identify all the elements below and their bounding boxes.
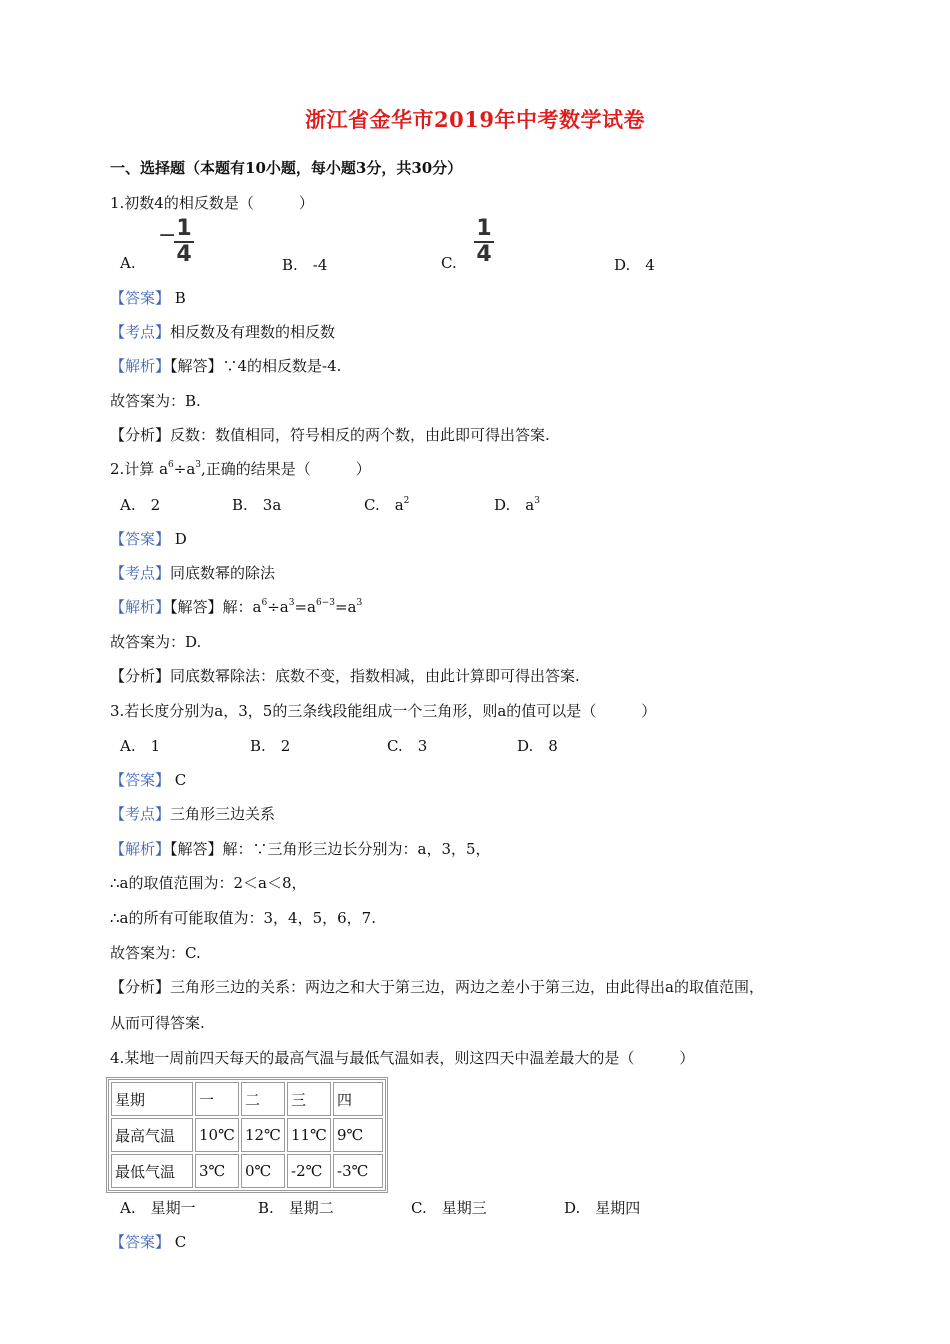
- point-text: 同底数幂的除法: [170, 564, 276, 582]
- answer-tag: 【答案】: [110, 289, 171, 307]
- point-tag: 【考点】: [110, 805, 171, 823]
- table-header-cell: 二: [241, 1082, 285, 1116]
- q1-option-a-fraction: [174, 218, 194, 266]
- table-cell: 9℃: [333, 1118, 383, 1152]
- answer-tag: 【答案】: [110, 530, 171, 548]
- q2-summary: 【分析】同底数幂除法：底数不变，指数相减，由此计算即可得出答案.: [110, 667, 580, 685]
- analysis-text: 【解答】∵4的相反数是-4.: [170, 357, 342, 375]
- analysis-text: 【解答】解：∵三角形三边长分别为：a，3，5，: [170, 840, 491, 858]
- q2-option-c: [364, 494, 409, 515]
- q3-option-d: D. 8: [517, 737, 558, 755]
- q1-conclusion: 故答案为：B.: [110, 392, 201, 410]
- analysis-text: ÷a: [267, 598, 289, 616]
- q3-stem: 3.若长度分别为a，3，5的三条线段能组成一个三角形，则a的值可以是（ ）: [110, 702, 657, 720]
- q4-stem: 4.某地一周前四天每天的最高气温与最低气温如表，则这四天中温差最大的是（ ）: [110, 1049, 695, 1067]
- fraction-numerator: 1: [476, 216, 492, 241]
- table-header-row: [111, 1082, 383, 1116]
- q3-summary-2: 从而可得答案.: [110, 1014, 205, 1032]
- analysis-text: =a: [294, 598, 316, 616]
- exponent: 6−3: [315, 598, 335, 608]
- option-text: D. a: [494, 496, 535, 514]
- q4-option-b: B. 星期二: [258, 1199, 334, 1217]
- q1-summary: 【分析】反数：数值相同，符号相反的两个数，由此即可得出答案.: [110, 426, 550, 444]
- analysis-tag: 【解析】: [110, 357, 171, 375]
- q4-option-c: C. 星期三: [411, 1199, 487, 1217]
- answer-value: C: [170, 771, 187, 789]
- analysis-text: =a: [334, 598, 357, 616]
- table-header-cell: 三: [287, 1082, 331, 1116]
- table-cell: 最低气温: [111, 1154, 193, 1188]
- q3-conclusion: 故答案为：C.: [110, 944, 201, 962]
- answer-value: B: [170, 289, 186, 307]
- q3-option-b: B. 2: [250, 737, 291, 755]
- q1-option-b: B. -4: [282, 256, 328, 274]
- answer-tag: 【答案】: [110, 771, 171, 789]
- q3-option-a: A. 1: [120, 737, 161, 755]
- table-cell: 10℃: [195, 1118, 239, 1152]
- q2-option-b: B. 3a: [232, 496, 282, 514]
- exponent: 3: [288, 598, 295, 608]
- temperature-table: [106, 1077, 388, 1193]
- q2-answer: [110, 528, 187, 549]
- analysis-text: 【解答】解：a: [170, 598, 262, 616]
- q4-option-d: D. 星期四: [564, 1199, 641, 1217]
- q1-stem: 1.初数4的相反数是（ ）: [110, 194, 314, 212]
- answer-value: C: [170, 1233, 187, 1251]
- q1-answer: [110, 287, 186, 308]
- answer-tag: 【答案】: [110, 1233, 171, 1251]
- answer-value: D: [170, 530, 187, 548]
- q1-option-c-fraction: [474, 218, 494, 266]
- q3-point: [110, 803, 275, 824]
- q3-step-2: ∴a的所有可能取值为：3，4，5，6，7.: [110, 909, 376, 927]
- table-row: [111, 1154, 383, 1188]
- q2-conclusion: 故答案为：D.: [110, 633, 202, 651]
- analysis-tag: 【解析】: [110, 598, 171, 616]
- exponent: 6: [168, 460, 174, 470]
- point-text: 三角形三边关系: [170, 805, 276, 823]
- point-tag: 【考点】: [110, 323, 171, 341]
- q2-stem: [110, 458, 371, 479]
- stem-text: ,正确的结果是（ ）: [201, 460, 371, 478]
- q2-option-d: [494, 494, 540, 515]
- page-title: 浙江省金华市2019年中考数学试卷: [305, 107, 645, 132]
- q4-answer: [110, 1231, 186, 1252]
- table-cell: 11℃: [287, 1118, 331, 1152]
- q1-option-c-label: C.: [441, 254, 457, 272]
- exponent: 2: [403, 496, 410, 506]
- fraction-denominator: 4: [176, 242, 192, 267]
- option-text: C. a: [364, 496, 404, 514]
- exponent: 3: [195, 460, 202, 470]
- fraction-denominator: 4: [476, 242, 492, 267]
- exponent: 6: [261, 598, 268, 608]
- q1-analysis: [110, 355, 341, 376]
- exponent: 3: [356, 598, 363, 608]
- analysis-tag: 【解析】: [110, 840, 171, 858]
- q1-point: [110, 321, 335, 342]
- q4-option-a: A. 星期一: [120, 1199, 196, 1217]
- q1-option-d: D. 4: [614, 256, 655, 274]
- fraction-numerator: 1: [176, 216, 192, 241]
- point-tag: 【考点】: [110, 564, 171, 582]
- q3-summary-1: 【分析】三角形三边的关系：两边之和大于第三边，两边之差小于第三边，由此得出a的取值范围，: [110, 978, 764, 996]
- stem-text: ÷a: [173, 460, 196, 478]
- table-cell: 最高气温: [111, 1118, 193, 1152]
- table-header-cell: 一: [195, 1082, 239, 1116]
- point-text: 相反数及有理数的相反数: [170, 323, 336, 341]
- q2-point: [110, 562, 275, 583]
- q3-step-1: ∴a的取值范围为：2＜a＜8，: [110, 874, 307, 892]
- table-cell: 0℃: [241, 1154, 285, 1188]
- table-cell: -2℃: [287, 1154, 331, 1188]
- table-cell: 12℃: [241, 1118, 285, 1152]
- q1-option-a-label: A.: [120, 254, 136, 272]
- section-heading: 一、选择题（本题有10小题，每小题3分，共30分）: [110, 159, 463, 177]
- q2-analysis: [110, 596, 362, 617]
- q2-option-a: A. 2: [120, 496, 161, 514]
- table-header-cell: 四: [333, 1082, 383, 1116]
- q3-analysis: [110, 838, 491, 859]
- table-cell: -3℃: [333, 1154, 383, 1188]
- stem-text: 2.计算 a: [110, 460, 169, 478]
- q1-option-a-sign: −: [158, 223, 177, 248]
- exponent: 3: [534, 496, 540, 506]
- table-header-cell: 星期: [111, 1082, 193, 1116]
- table-row: [111, 1118, 383, 1152]
- q3-option-c: C. 3: [387, 737, 428, 755]
- table-cell: 3℃: [195, 1154, 239, 1188]
- q3-answer: [110, 769, 186, 790]
